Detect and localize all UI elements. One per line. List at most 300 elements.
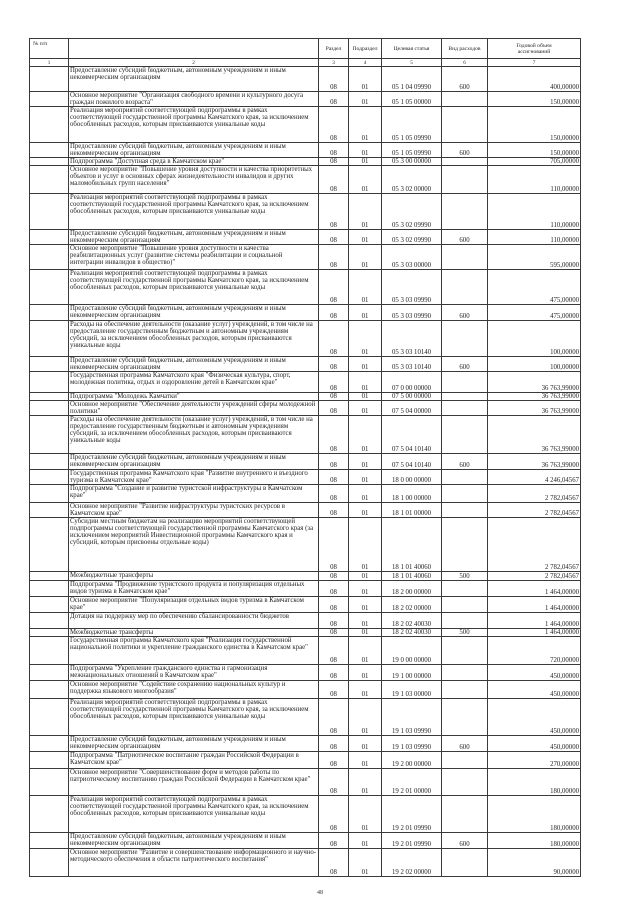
target-article-cell: 18 1 01 00000 [382,503,442,518]
subsection-cell: 01 [349,194,382,230]
subsection-cell: 01 [349,597,382,613]
expense-type-cell [442,699,488,736]
target-article-cell: 05 1 05 00000 [382,92,442,107]
num-cell [30,454,69,470]
table-row [30,372,581,393]
target-article-cell: 05 3 03 10140 [382,321,442,357]
target-article-cell: 05 3 03 09990 [382,305,442,321]
amount-cell: 36 763,99000 [488,372,581,393]
subsection-cell: 01 [349,230,382,245]
section-cell: 08 [319,581,349,597]
target-article-cell: 05 1 05 09990 [382,143,442,158]
amount-cell: 110,00000 [488,194,581,230]
amount-cell: 90,00000 [488,849,581,877]
table-row [30,321,581,357]
target-article-cell: 19 2 01 09990 [382,796,442,833]
expense-name-cell: Субсидии местным бюджетам на реализацию мероприятий соответствующей подпрограммы соответствующей государственной программы Камчатского края (за исключением мероприятий Инвестиционной программы Камчатского края и субсидий, которым присвоены отдельные коды) [69,518,319,572]
table-row [30,796,581,833]
expense-type-cell [442,166,488,194]
expense-name-cell: Реализация мероприятий соответствующей подпрограммы в рамках соответствующей государственной программы Камчатского края, за исключением обособленных расходов, которым присваиваются уникальные коды [69,270,319,305]
expense-name-cell: Реализация мероприятий соответствующей подпрограммы в рамках соответствующей государственной программы Камчатского края, за исключением обособленных расходов, которым присваиваются уникальные коды [69,699,319,736]
subsection-cell: 01 [349,769,382,796]
section-cell: 08 [319,158,349,166]
expense-name-cell: Подпрограмма "Продвижение туристского продукта и популяризация отдельных видов туризма в Камчатском крае" [69,581,319,597]
expense-type-cell: 600 [442,736,488,752]
section-cell: 08 [319,485,349,503]
table-row [30,454,581,470]
target-article-cell: 07 0 00 00000 [382,372,442,393]
expense-type-cell [442,393,488,401]
table-row [30,357,581,372]
target-article-cell: 05 1 04 09990 [382,67,442,92]
header-amount [488,39,581,59]
num-cell [30,357,69,372]
num-cell [30,245,69,270]
expense-type-cell [442,485,488,503]
header-row [30,39,581,59]
num-cell [30,485,69,503]
target-article-cell: 18 1 01 40060 [382,518,442,572]
subsection-cell: 01 [349,681,382,699]
subsection-cell: 01 [349,849,382,877]
target-article-cell: 05 3 00 00000 [382,158,442,166]
section-cell: 08 [319,305,349,321]
amount-cell: 150,00000 [488,92,581,107]
expense-type-cell [442,270,488,305]
num-cell [30,92,69,107]
expense-name-cell: Предоставление субсидий бюджетным, автономным учреждениям и иным некоммерческим организациям [69,67,319,92]
expense-name-cell: Основное мероприятие "Обеспечение деятельности учреждений сферы молодежной политики" [69,401,319,416]
amount-cell: 450,00000 [488,736,581,752]
amount-cell: 2 782,04567 [488,485,581,503]
expense-name-cell: Подпрограмма "Молодежь Камчатки" [69,393,319,401]
expense-type-cell: 600 [442,143,488,158]
target-article-cell: 05 1 05 09990 [382,107,442,143]
amount-cell: 150,00000 [488,107,581,143]
subsection-cell: 01 [349,503,382,518]
table-row [30,581,581,597]
amount-cell: 475,00000 [488,305,581,321]
table-row [30,92,581,107]
target-article-cell: 19 2 02 00000 [382,849,442,877]
expense-name-cell: Предоставление субсидий бюджетным, автономным учреждениям и иным некоммерческим организациям [69,833,319,849]
amount-cell: 2 782,04567 [488,572,581,581]
expense-name-cell: Предоставление субсидий бюджетным, автономным учреждениям и иным некоммерческим организациям [69,305,319,321]
amount-cell: 100,00000 [488,321,581,357]
table-row [30,849,581,877]
num-cell [30,613,69,629]
section-cell: 08 [319,454,349,470]
expense-type-cell [442,245,488,270]
subsection-cell: 01 [349,518,382,572]
target-article-cell: 05 3 02 09990 [382,230,442,245]
expense-type-cell: 600 [442,67,488,92]
section-cell: 08 [319,107,349,143]
expense-type-cell [442,769,488,796]
amount-cell: 180,00000 [488,833,581,849]
amount-cell: 150,00000 [488,143,581,158]
subsection-cell: 01 [349,245,382,270]
amount-cell: 2 782,04567 [488,503,581,518]
table-row [30,637,581,665]
target-article-cell: 07 5 00 00000 [382,393,442,401]
section-cell: 08 [319,470,349,485]
section-cell: 08 [319,769,349,796]
expense-type-cell [442,613,488,629]
num-cell [30,752,69,769]
amount-cell: 450,00000 [488,665,581,681]
subsection-cell: 01 [349,372,382,393]
section-cell: 08 [319,416,349,454]
amount-cell: 1 464,00000 [488,613,581,629]
section-cell: 08 [319,393,349,401]
target-article-cell: 19 1 03 09990 [382,736,442,752]
table-row [30,629,581,637]
amount-cell: 180,00000 [488,769,581,796]
expense-name-cell: Основное мероприятие "Повышение уровня доступности и качества приоритетных объектов и услуг в основных сферах жизнедеятельности инвалидов и других маломобильных групп населения" [69,166,319,194]
expense-name-cell: Государственная программа Камчатского края "Реализация государственной национальной политики и укрепление гражданского единства в Камчатском крае" [69,637,319,665]
expense-type-cell [442,107,488,143]
table-row [30,470,581,485]
table-row [30,752,581,769]
expense-type-cell [442,581,488,597]
expense-name-cell: Подпрограмма "Патриотическое воспитание граждан Российской Федерации в Камчатском крае" [69,752,319,769]
subsection-cell: 01 [349,485,382,503]
expense-name-cell: Основное мероприятие "Развитие инфраструктуры туристских ресурсов в Камчатском крае" [69,503,319,518]
subsection-cell: 01 [349,665,382,681]
expense-name-cell: Реализация мероприятий соответствующей подпрограммы в рамках соответствующей государственной программы Камчатского края, за исключением обособленных расходов, которым присваиваются уникальные коды [69,107,319,143]
table-row [30,503,581,518]
num-cell [30,143,69,158]
num-cell [30,518,69,572]
expense-type-cell [442,158,488,166]
section-cell: 08 [319,92,349,107]
section-cell: 08 [319,665,349,681]
expense-name-cell: Предоставление субсидий бюджетным, автономным учреждениям и иным некоммерческим организациям [69,230,319,245]
subsection-cell: 01 [349,166,382,194]
expense-name-cell: Основное мероприятие "Популяризация отдельных видов туризма в Камчатском крае" [69,597,319,613]
expense-type-cell [442,503,488,518]
subsection-cell: 01 [349,833,382,849]
num-cell [30,665,69,681]
column-number: 5 [382,59,442,67]
table-row [30,67,581,92]
target-article-cell: 18 1 00 00000 [382,485,442,503]
expense-type-cell: 600 [442,833,488,849]
target-article-cell: 18 2 02 00000 [382,597,442,613]
expense-name-cell: Межбюджетные трансферты [69,572,319,581]
table-row [30,665,581,681]
expense-type-cell [442,416,488,454]
target-article-cell: 07 5 04 00000 [382,401,442,416]
target-article-cell: 19 1 03 09990 [382,699,442,736]
num-cell [30,849,69,877]
subsection-cell: 01 [349,158,382,166]
subsection-cell: 01 [349,67,382,92]
column-number: 3 [319,59,349,67]
target-article-cell: 19 1 00 00000 [382,665,442,681]
target-article-cell: 18 2 00 00000 [382,581,442,597]
subsection-cell: 01 [349,699,382,736]
amount-cell: 450,00000 [488,681,581,699]
amount-cell: 36 763,99000 [488,401,581,416]
num-cell [30,581,69,597]
expense-type-cell [442,194,488,230]
section-cell: 08 [319,572,349,581]
table-row [30,597,581,613]
subsection-cell: 01 [349,143,382,158]
subsection-cell: 01 [349,270,382,305]
amount-cell: 720,00000 [488,637,581,665]
amount-cell: 1 464,00000 [488,629,581,637]
amount-cell: 270,00000 [488,752,581,769]
header-subsection: Подраздел [349,39,382,59]
expense-name-cell: Расходы на обеспечение деятельности (оказание услуг) учреждений, в том числе на предоставление государственным бюджетным и автономным учреждениям субсидий, за исключением обособленных расходов, которым присваиваются уникальные коды [69,416,319,454]
target-article-cell: 05 3 02 09990 [382,194,442,230]
expense-type-cell [442,637,488,665]
num-cell [30,470,69,485]
subsection-cell: 01 [349,637,382,665]
num-cell [30,372,69,393]
num-cell [30,833,69,849]
target-article-cell: 18 1 01 40060 [382,572,442,581]
expense-type-cell [442,752,488,769]
table-row [30,681,581,699]
expense-type-cell [442,401,488,416]
amount-cell: 4 246,04567 [488,470,581,485]
expense-type-cell: 500 [442,629,488,637]
num-cell [30,681,69,699]
expense-type-cell [442,92,488,107]
subsection-cell: 01 [349,92,382,107]
num-cell [30,305,69,321]
subsection-cell: 01 [349,454,382,470]
num-cell [30,67,69,92]
expense-name-cell: Межбюджетные трансферты [69,629,319,637]
expense-type-cell [442,470,488,485]
expense-type-cell [442,372,488,393]
table-row [30,401,581,416]
subsection-cell: 01 [349,357,382,372]
column-number-row [30,59,581,67]
section-cell: 08 [319,166,349,194]
target-article-cell: 19 0 00 00000 [382,637,442,665]
target-article-cell: 05 3 02 00000 [382,166,442,194]
expense-name-cell: Предоставление субсидий бюджетным, автономным учреждениям и иным некоммерческим организациям [69,357,319,372]
table-row [30,769,581,796]
num-cell [30,166,69,194]
section-cell: 08 [319,699,349,736]
table-row [30,518,581,572]
section-cell: 08 [319,372,349,393]
expense-name-cell: Подпрограмма "Доступная среда в Камчатском крае" [69,158,319,166]
table-row [30,107,581,143]
num-cell [30,230,69,245]
column-number: 4 [349,59,382,67]
num-cell [30,769,69,796]
expense-name-cell: Основное мероприятие "Организация свободного времени и культурного досуга граждан пожилого возраста" [69,92,319,107]
amount-cell: 450,00000 [488,699,581,736]
table-row [30,736,581,752]
expense-name-cell: Основное мероприятие "Развитие и совершенствование информационного и научно-методического обеспечения в области патриотического воспитания" [69,849,319,877]
num-cell [30,637,69,665]
subsection-cell: 01 [349,401,382,416]
section-cell: 08 [319,681,349,699]
column-number: 6 [442,59,488,67]
expense-type-cell [442,518,488,572]
expense-name-cell: Подпрограмма "Создание и развитие туристской инфраструктуры в Камчатском крае" [69,485,319,503]
subsection-cell: 01 [349,470,382,485]
subsection-cell: 01 [349,581,382,597]
target-article-cell: 05 3 03 10140 [382,357,442,372]
header-name [69,39,319,59]
target-article-cell: 05 3 03 00000 [382,245,442,270]
expense-type-cell [442,681,488,699]
amount-cell: 180,00000 [488,796,581,833]
expense-type-cell [442,849,488,877]
subsection-cell: 01 [349,629,382,637]
num-cell [30,321,69,357]
expense-type-cell: 600 [442,230,488,245]
page-number: 48 [317,890,323,896]
section-cell: 08 [319,849,349,877]
expense-name-cell: Предоставление субсидий бюджетным, автономным учреждениям и иным некоммерческим организациям [69,143,319,158]
num-cell [30,736,69,752]
table-row [30,572,581,581]
section-cell: 08 [319,736,349,752]
target-article-cell: 07 5 04 10140 [382,416,442,454]
subsection-cell: 01 [349,393,382,401]
column-number: 1 [30,59,69,67]
amount-cell: 110,00000 [488,166,581,194]
target-article-cell: 05 3 03 09990 [382,270,442,305]
table-row [30,485,581,503]
subsection-cell: 01 [349,736,382,752]
section-cell: 08 [319,230,349,245]
section-cell: 08 [319,597,349,613]
subsection-cell: 01 [349,321,382,357]
expense-type-cell [442,665,488,681]
table-row [30,230,581,245]
expense-type-cell: 600 [442,305,488,321]
subsection-cell: 01 [349,416,382,454]
section-cell: 08 [319,321,349,357]
amount-cell: 110,00000 [488,230,581,245]
num-cell [30,158,69,166]
num-cell [30,401,69,416]
section-cell: 08 [319,245,349,270]
section-cell: 08 [319,503,349,518]
expense-name-cell: Государственная программа Камчатского края "Физическая культура, спорт, молодежная политика, отдых и оздоровление детей в Камчатском крае" [69,372,319,393]
expense-name-cell: Основное мероприятие "Совершенствование форм и методов работы по патриотическому воспитанию граждан Российской Федерации в Камчатском крае" [69,769,319,796]
target-article-cell: 19 2 01 00000 [382,769,442,796]
column-number: 2 [69,59,319,67]
section-cell: 08 [319,67,349,92]
amount-cell: 595,00000 [488,245,581,270]
num-cell [30,699,69,736]
section-cell: 08 [319,796,349,833]
expense-type-cell [442,796,488,833]
amount-cell: 36 763,99000 [488,393,581,401]
header-amount-label: Годовой объем ассигнований [516,42,552,55]
section-cell: 08 [319,518,349,572]
expense-type-cell [442,597,488,613]
amount-cell: 36 763,99000 [488,454,581,470]
header-section: Раздел [319,39,349,59]
amount-cell: 36 763,99000 [488,416,581,454]
amount-cell: 1 464,00000 [488,597,581,613]
table-row [30,613,581,629]
amount-cell: 2 782,04567 [488,518,581,572]
target-article-cell: 19 2 01 09990 [382,833,442,849]
section-cell: 08 [319,194,349,230]
expense-type-cell: 600 [442,454,488,470]
num-cell [30,629,69,637]
expense-name-cell: Основное мероприятие "Содействие сохранению национальных культур и поддержка языкового многообразия" [69,681,319,699]
expense-name-cell: Основное мероприятие "Повышение уровня доступности и качества реабилитационных услуг (развитие системы реабилитации и социальной интеграции инвалидов в общество)" [69,245,319,270]
table-row [30,833,581,849]
target-article-cell: 19 2 00 00000 [382,752,442,769]
num-cell [30,194,69,230]
section-cell: 08 [319,752,349,769]
expense-type-cell: 500 [442,572,488,581]
table-row [30,416,581,454]
table-row [30,143,581,158]
table-row [30,245,581,270]
section-cell: 08 [319,401,349,416]
target-article-cell: 18 2 02 40030 [382,613,442,629]
amount-cell: 475,00000 [488,270,581,305]
num-cell [30,572,69,581]
num-cell [30,107,69,143]
subsection-cell: 01 [349,107,382,143]
target-article-cell: 18 0 00 00000 [382,470,442,485]
num-cell [30,416,69,454]
table-row [30,158,581,166]
header-num: № п/п [30,39,69,59]
table-body [30,67,581,877]
num-cell [30,597,69,613]
section-cell: 08 [319,357,349,372]
section-cell: 08 [319,270,349,305]
section-cell: 08 [319,629,349,637]
num-cell [30,796,69,833]
subsection-cell: 01 [349,305,382,321]
table-header [30,39,581,67]
expense-name-cell: Подпрограмма "Укрепление гражданского единства и гармонизация межнациональных отношений в Камчатском крае" [69,665,319,681]
table-row [30,305,581,321]
num-cell [30,393,69,401]
section-cell: 08 [319,143,349,158]
expense-type-cell: 600 [442,357,488,372]
amount-cell: 705,00000 [488,158,581,166]
section-cell: 08 [319,613,349,629]
amount-cell: 400,00000 [488,67,581,92]
subsection-cell: 01 [349,796,382,833]
expense-name-cell: Реализация мероприятий соответствующей подпрограммы в рамках соответствующей государственной программы Камчатского края, за исключением обособленных расходов, которым присваиваются уникальные коды [69,796,319,833]
table-row [30,270,581,305]
amount-cell: 1 464,00000 [488,581,581,597]
expense-name-cell: Расходы на обеспечение деятельности (оказание услуг) учреждений, в том числе на предоставление государственным бюджетным и автономным учреждениям субсидий, за исключением обособленных расходов, которым присваиваются уникальные коды [69,321,319,357]
table-row [30,194,581,230]
num-cell [30,503,69,518]
amount-cell: 100,00000 [488,357,581,372]
num-cell [30,270,69,305]
budget-table [29,38,581,877]
header-expense-type: Вид расходов [442,39,488,59]
table-row [30,393,581,401]
expense-name-cell: Предоставление субсидий бюджетным, автономным учреждениям и иным некоммерческим организациям [69,454,319,470]
